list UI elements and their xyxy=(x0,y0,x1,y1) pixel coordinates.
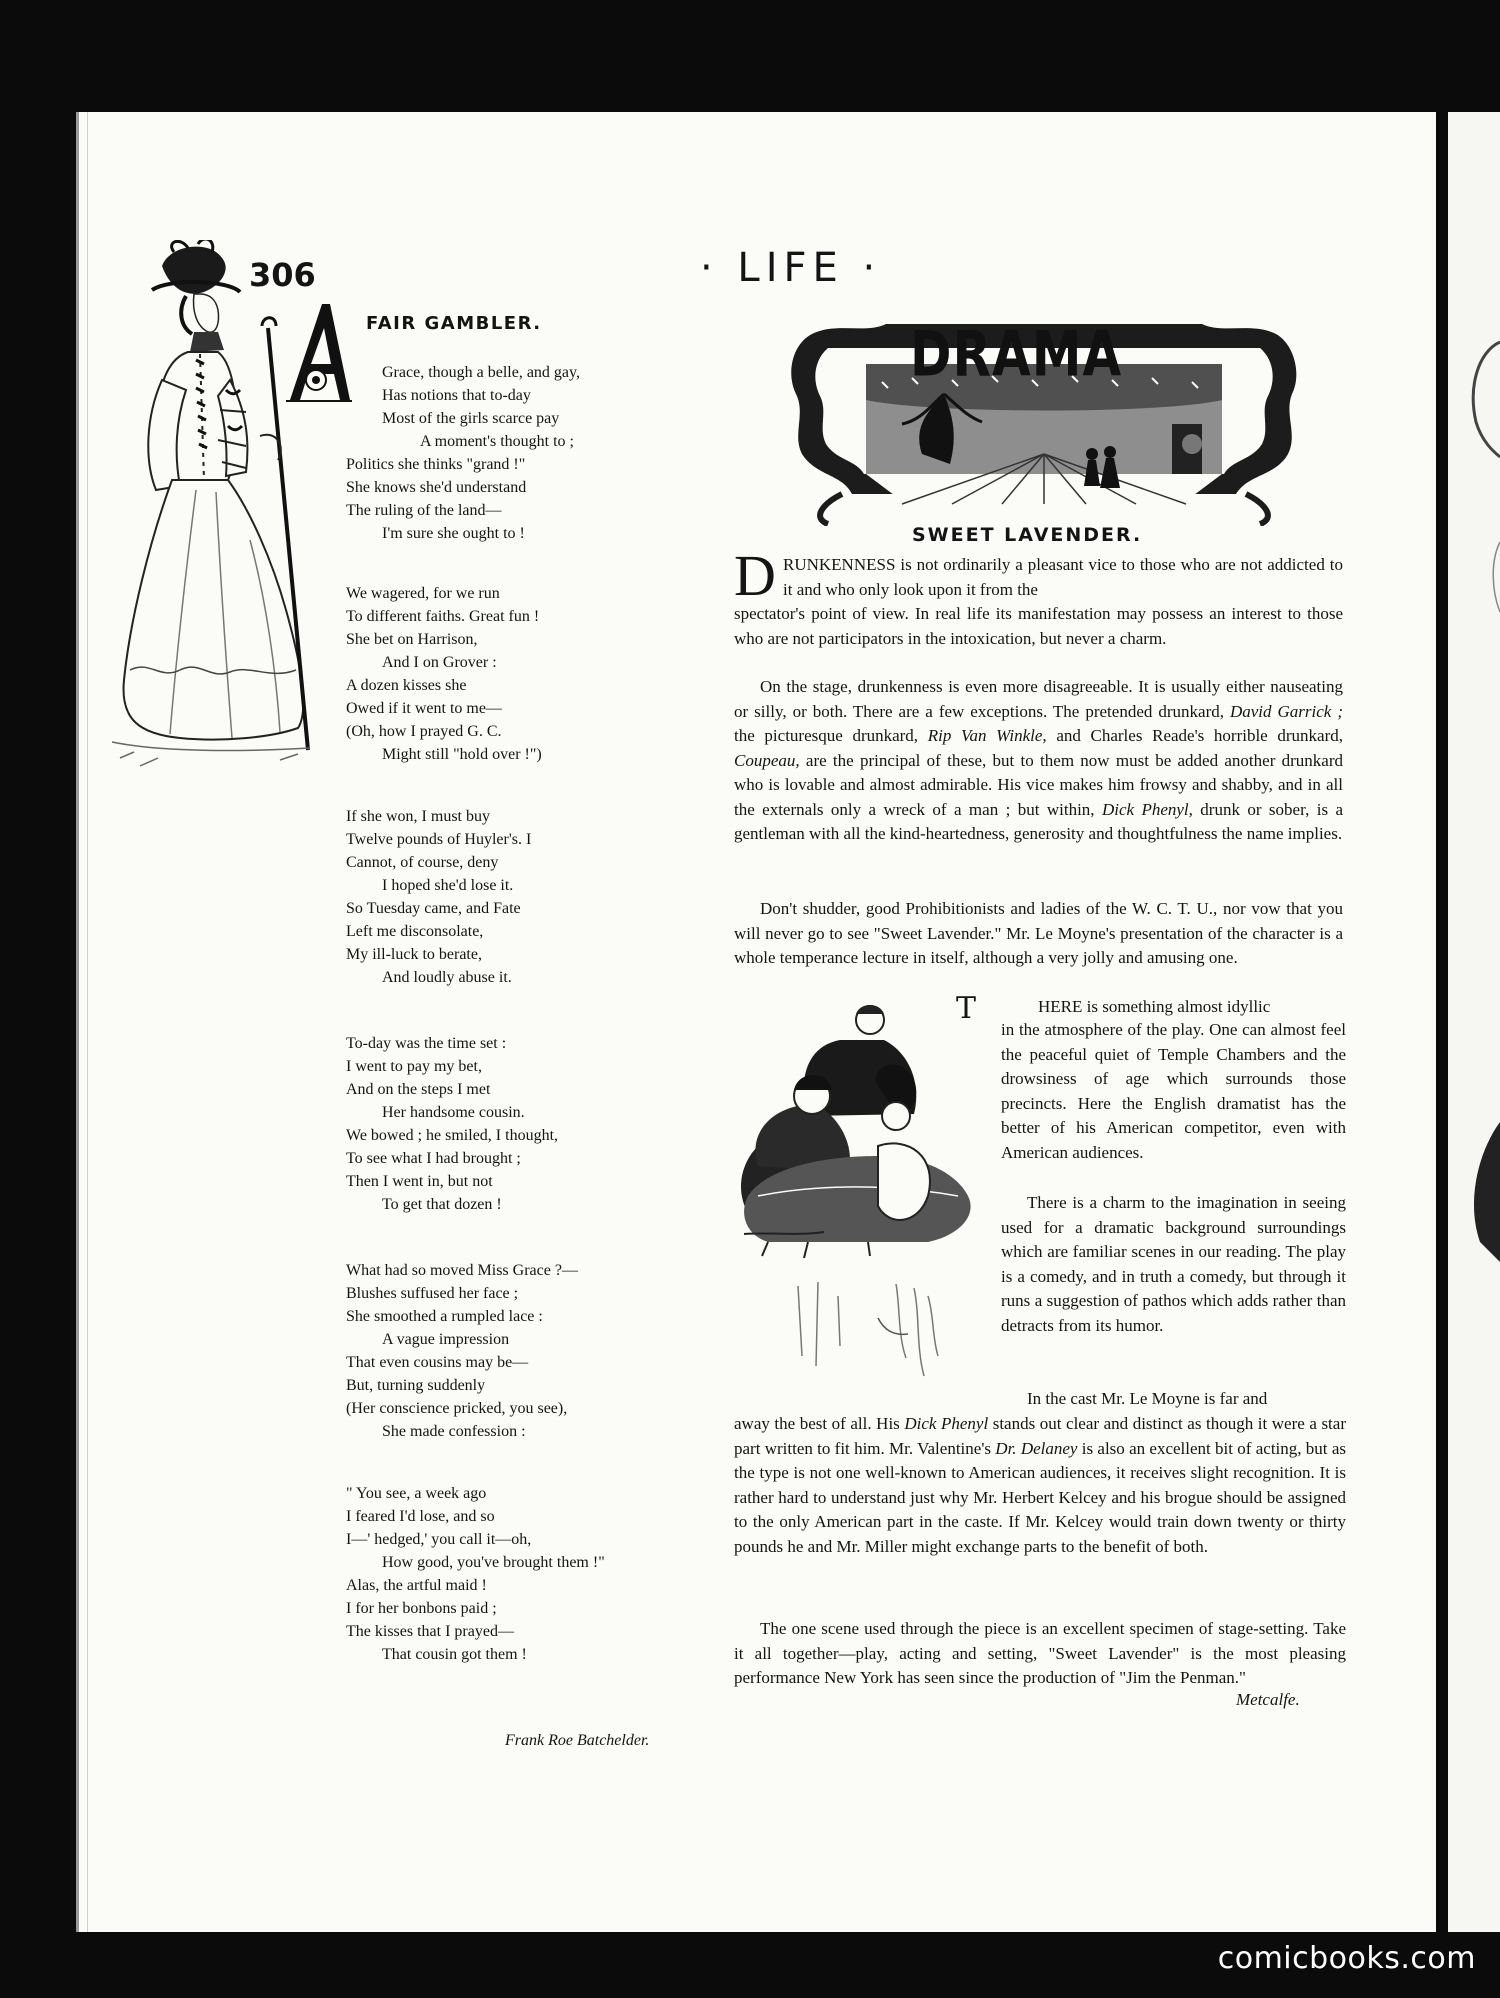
poem-line: I'm sure she ought to ! xyxy=(382,525,525,542)
dropcap-d: D xyxy=(734,543,776,608)
italic-name: Dick Phenyl, xyxy=(1101,799,1193,819)
italic-name: Rip Van Winkle, xyxy=(927,726,1047,745)
poem-line: The kisses that I prayed— xyxy=(346,1623,514,1640)
article-paragraph-6 xyxy=(734,1412,1346,1559)
text-run: is also an excellent bit of acting, but as the type is not one well-known to American audiences, it receives slight recognition. It is rather hard to understand just why Mr. Herbert Kelcey and his brogue should be assigned to the only American part in the caste. If Mr. Kelcey would train down twenty or thirty pounds he and Mr. Miller might exchange parts to the benefit of both. xyxy=(734,1438,1346,1556)
article-paragraph-2 xyxy=(734,675,1343,847)
poem-line: Her handsome cousin. xyxy=(382,1104,525,1121)
poem-line: But, turning suddenly xyxy=(346,1377,486,1394)
poem-line: Has notions that to-day xyxy=(382,387,531,404)
poem-line: A dozen kisses she xyxy=(346,677,467,694)
poem-line: Blushes suffused her face ; xyxy=(346,1285,519,1302)
poem-line: (Her conscience pricked, you see), xyxy=(346,1400,568,1417)
poem-line: The ruling of the land— xyxy=(346,502,502,519)
poem-line: Cannot, of course, deny xyxy=(346,854,499,871)
poem-line: We wagered, for we run xyxy=(346,585,500,602)
poem-line: She bet on Harrison, xyxy=(346,631,478,648)
article-paragraph-4: in the atmosphere of the play. One can almost feel the peaceful quiet of Temple Chambers and the drowsiness of age which surrounds those precincts. Here the English dramatist has the better of his American competitor, even with American audiences. xyxy=(1001,1020,1346,1162)
poem-line: Most of the girls scarce pay xyxy=(382,410,560,427)
article-paragraph-3: Don't shudder, good Prohibitionists and ladies of the W. C. T. U., nor vow that you will never go to see "Sweet Lavender." Mr. Le Moyne's presentation of the character is a whole temperance lecture in itself, although a very jolly and amusing one. xyxy=(734,899,1343,967)
text-run: and Charles Reade's horrible drunkard, xyxy=(1046,726,1343,745)
ornamental-dropcap-a-icon xyxy=(286,300,354,404)
poem-line: (Oh, how I prayed G. C. xyxy=(346,723,502,740)
book-gutter xyxy=(1436,112,1448,1932)
poem-line: Owed if it went to me— xyxy=(346,700,502,717)
poem-line: What had so moved Miss Grace ?— xyxy=(346,1262,578,1279)
poem-line: And on the steps I met xyxy=(346,1081,491,1098)
poem-line: Might still "hold over !") xyxy=(382,746,542,763)
poem-line: I went to pay my bet, xyxy=(346,1058,482,1075)
site-watermark: comicbooks.com xyxy=(1217,1941,1476,1976)
poem-line: She smoothed a rumpled lace : xyxy=(346,1308,543,1325)
poem-line: My ill-luck to berate, xyxy=(346,946,482,963)
dropcap-t: T xyxy=(956,991,977,1026)
masthead-life: · LIFE · xyxy=(700,245,882,291)
poem-line: That cousin got them ! xyxy=(382,1646,527,1663)
article-paragraph-4-lead: HERE is something almost idyllic xyxy=(1038,997,1271,1016)
facing-page-sketch xyxy=(1448,112,1500,1932)
poem-line: Twelve pounds of Huyler's. I xyxy=(346,831,532,848)
article-paragraph-7: The one scene used through the piece is an excellent specimen of stage-setting. Take it all together—play, acting and setting, "Sweet Lavender" is the most pleasing performance New York has seen since the production of "Jim the Penman." xyxy=(734,1619,1346,1687)
poem-line: How good, you've brought them !" xyxy=(382,1554,605,1571)
poem-line: Politics she thinks "grand !" xyxy=(346,456,526,473)
poem-line: To see what I had brought ; xyxy=(346,1150,521,1167)
text-run: are the principal of these, but to them now must be added another drunkard who is lovable and almost admirable. His vice makes him frowsy and shabby, and in all the externals only a wreck of a man ; but within, xyxy=(734,750,1343,819)
italic-name: David Garrick ; xyxy=(1229,701,1344,721)
poem-line: And I on Grover : xyxy=(382,654,497,671)
poem-line: To get that dozen ! xyxy=(382,1196,502,1213)
poem-line: Alas, the artful maid ! xyxy=(346,1577,487,1594)
poem-line: So Tuesday came, and Fate xyxy=(346,900,521,917)
article-author: Metcalfe. xyxy=(1236,1690,1300,1709)
poem-line: A vague impression xyxy=(382,1331,510,1348)
poem-line: Left me disconsolate, xyxy=(346,923,484,940)
poem-line: I—' hedged,' you call it—oh, xyxy=(346,1531,532,1548)
page-edge-line xyxy=(87,112,88,1932)
italic-name: Coupeau, xyxy=(734,750,800,770)
poem-line: A moment's thought to ; xyxy=(420,433,574,450)
article-paragraph-5: There is a charm to the imagination in seeing used for a dramatic background surroundings which are familiar scenes in our reading. The play is a comedy, and in truth a comedy, but through it runs a suggestion of pathos which adds rather than detracts from its humor. xyxy=(1001,1193,1346,1335)
page-number: 306 xyxy=(249,256,316,294)
poem-line: And loudly abuse it. xyxy=(382,969,512,986)
poem-line: She made confession : xyxy=(382,1423,526,1440)
poem-line: To different faiths. Great fun ! xyxy=(346,608,540,625)
text-run: stands out clear and distinct as though it were a star part written to fit him. Mr. Valentine's xyxy=(734,1414,1346,1458)
poem-line: I feared I'd lose, and so xyxy=(346,1508,495,1525)
article-title: SWEET LAVENDER. xyxy=(912,524,1143,546)
text-run: away the best of all. His xyxy=(734,1414,905,1433)
poem-line: To-day was the time set : xyxy=(346,1035,507,1052)
poem-title: FAIR GAMBLER. xyxy=(366,313,542,334)
poem-line: I hoped she'd lose it. xyxy=(382,877,514,894)
text-run: the picturesque drunkard, xyxy=(734,726,928,745)
poem-line: She knows she'd understand xyxy=(346,479,527,496)
poem-line: If she won, I must buy xyxy=(346,808,490,825)
scan-border-top xyxy=(0,0,1500,112)
poem-signature: Frank Roe Batchelder. xyxy=(505,1732,650,1749)
stage-scene-illustration xyxy=(728,991,1000,1406)
italic-name: Dick Phenyl xyxy=(904,1414,989,1433)
poem-line: I for her bonbons paid ; xyxy=(346,1600,497,1617)
text-run: drunk or sober, is a gentleman with all the kind-heartedness, generosity and thoughtfulness the name implies. xyxy=(734,799,1344,843)
facing-page-edge xyxy=(1448,112,1500,1932)
text-run: On the stage, drunkenness is even more disagreeable. It is usually either nauseating or silly, or both. There are a few exceptions. The pretended drunkard, xyxy=(734,677,1343,721)
poem-line: " You see, a week ago xyxy=(346,1485,487,1502)
article-paragraph-1: spectator's point of view. In real life its manifestation may possess an interest to those who are not participators in the intoxication, but never a charm. xyxy=(734,604,1343,648)
poem-line: Then I went in, but not xyxy=(346,1173,493,1190)
poem-line: We bowed ; he smiled, I thought, xyxy=(346,1127,559,1144)
article-paragraph-1-lead: RUNKENNESS is not ordinarily a pleasant vice to those who are not addicted to it and who only look upon it from the xyxy=(783,555,1343,599)
article-paragraph-6-lead: In the cast Mr. Le Moyne is far and xyxy=(1027,1389,1268,1408)
drama-banner-title: DRAMA xyxy=(910,318,1123,391)
poem-line: That even cousins may be— xyxy=(346,1354,529,1371)
italic-name: Dr. Delaney xyxy=(995,1438,1078,1458)
poem-line: Grace, though a belle, and gay, xyxy=(382,364,580,381)
